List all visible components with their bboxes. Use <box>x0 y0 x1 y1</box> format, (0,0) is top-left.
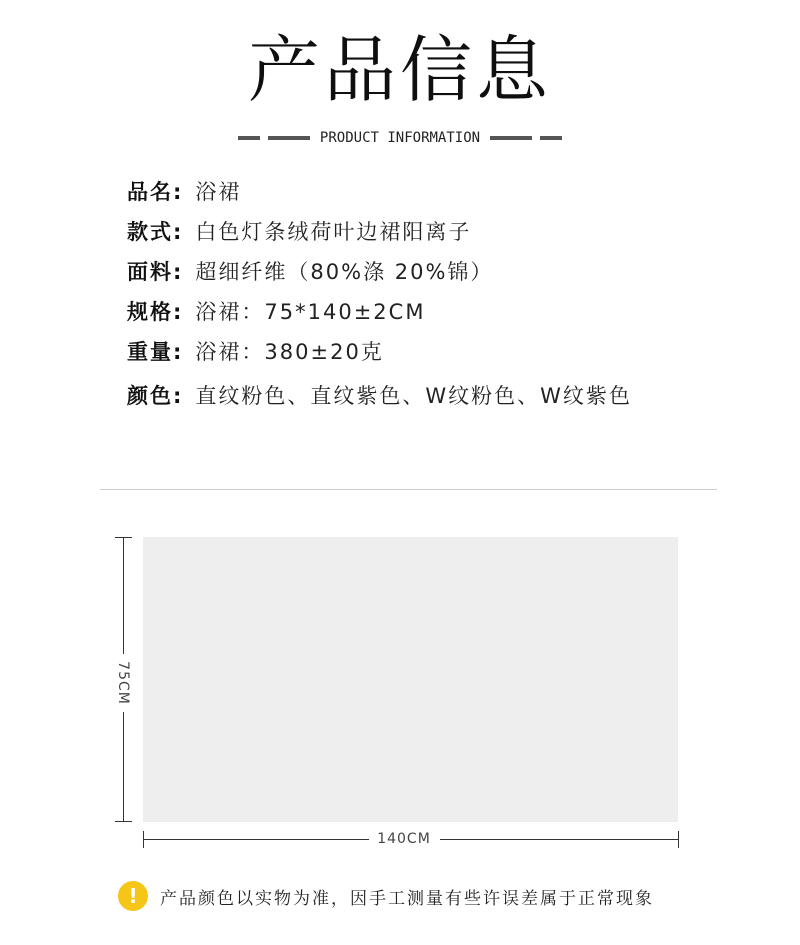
subtitle-row <box>0 128 800 148</box>
disclaimer-text: 产品颜色以实物为准，因手工测量有些许误差属于正常现象 <box>160 888 654 909</box>
spec-value: 浴裙 <box>195 180 242 204</box>
disclaimer-note <box>118 880 654 912</box>
section-divider <box>100 489 717 490</box>
width-dimension-line <box>440 839 678 840</box>
spec-key: 规格 <box>127 300 173 324</box>
spec-separator: : <box>173 260 182 284</box>
decorative-dash <box>540 136 562 140</box>
spec-value: 直纹粉色、直纹紫色、W纹粉色、W纹紫色 <box>195 384 632 408</box>
height-dimension-label: 75CM <box>115 661 131 705</box>
spec-key: 重量 <box>127 340 173 364</box>
spec-separator: : <box>173 220 182 244</box>
dimension-tick <box>678 831 679 848</box>
spec-row-style <box>127 212 747 252</box>
spec-key: 面料 <box>127 260 173 284</box>
height-dimension-line <box>123 712 124 822</box>
height-dimension-line <box>123 537 124 654</box>
spec-value: 白色灯条绒荷叶边裙阳离子 <box>195 220 472 244</box>
spec-row-color <box>127 376 747 416</box>
decorative-dash <box>268 136 310 140</box>
spec-separator: : <box>173 340 182 364</box>
spec-separator: : <box>173 180 182 204</box>
spec-key: 款式 <box>127 220 173 244</box>
spec-row-fabric <box>127 252 747 292</box>
spec-row-weight <box>127 332 747 372</box>
spec-row-name <box>127 172 747 212</box>
spec-key: 颜色 <box>127 384 173 408</box>
spec-separator: : <box>173 300 182 324</box>
spec-separator: : <box>173 384 182 408</box>
dimension-tick <box>115 821 132 822</box>
page-subtitle: PRODUCT INFORMATION <box>319 130 481 146</box>
width-dimension-label: 140CM <box>377 831 431 847</box>
width-dimension-line <box>143 839 369 840</box>
spec-row-size <box>127 292 747 332</box>
decorative-dash <box>490 136 532 140</box>
page-title: 产品信息 <box>247 28 552 112</box>
spec-list <box>127 172 747 416</box>
spec-value: 超细纤维（80%涤 20%锦） <box>195 260 494 284</box>
spec-value: 浴裙：380±20克 <box>195 340 384 364</box>
decorative-dash <box>238 136 260 140</box>
exclamation-icon: ! <box>118 881 148 911</box>
spec-value: 浴裙：75*140±2CM <box>195 300 426 324</box>
product-image-placeholder <box>143 537 678 822</box>
spec-key: 品名 <box>127 180 173 204</box>
